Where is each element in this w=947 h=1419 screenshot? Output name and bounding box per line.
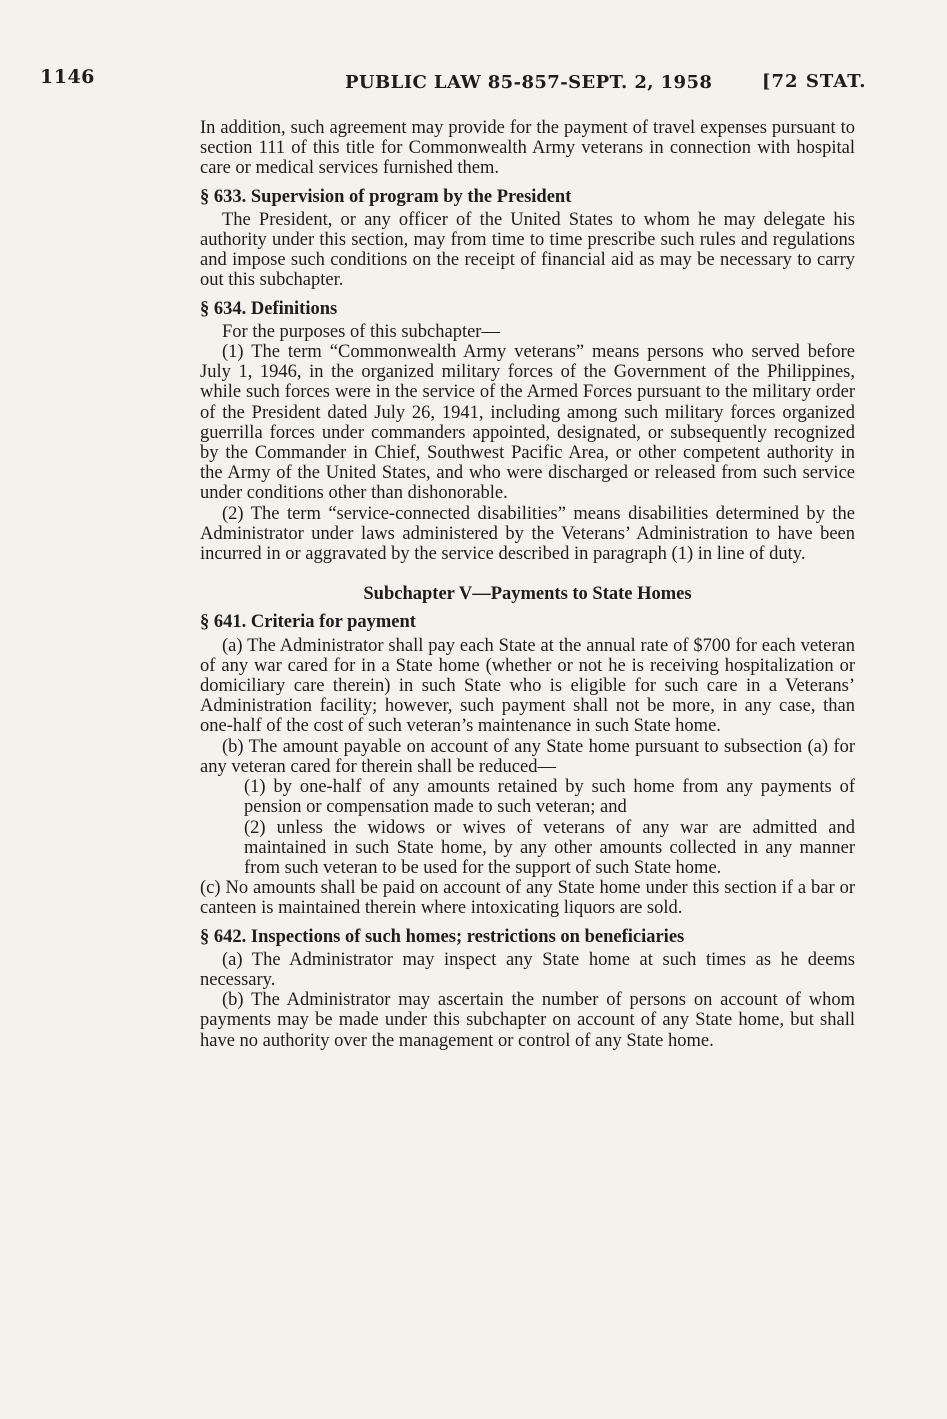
volume-reference: [72 STAT. — [762, 71, 867, 92]
section-641-b-1: (1) by one-half of any amounts retained by such home from any payments of pension or compensation made to such veteran; and — [244, 777, 855, 818]
section-634-lead: For the purposes of this subchapter— — [222, 321, 500, 342]
intro-paragraph: In addition, such agreement may provide for the payment of travel expenses pursuant to section 111 of this title for Commonwealth Army veterans in connection with hospital care or medical services furnished them. — [200, 118, 855, 179]
section-641-b: (b) The amount payable on account of any State home pursuant to subsection (a) for any veteran cared for therein shall be reduced— — [200, 736, 855, 777]
section-634-paragraph-1: (1) The term “Commonwealth Army veterans” means persons who served before July 1, 1946, in the organized military forces of the Government of the Philippines, while such forces were in the service of the Armed Forces pursuant to the military order of the President dated July 26, 1941, including among such military forces organized guerrilla forces under commanders appointed, designated, or subsequently recognized by the Commander in Chief, Southwest Pacific Area, or other competent authority in the Army of the United States, and who were discharged or released from such service under conditions other than dishonorable. — [200, 342, 855, 504]
section-641-b-2: (2) unless the widows or wives of veterans of any war are admitted and maintained in such State home, by any other amounts collected in any manner from such veteran to be used for the support of such State home. — [244, 817, 855, 878]
section-642-a: (a) The Administrator may inspect any State home at such times as he deems necessary. — [200, 949, 855, 990]
section-641-a: (a) The Administrator shall pay each State at the annual rate of $700 for each veteran of any war cared for in a State home (whether or not he is receiving hospitalization or domiciliary care therein) in such State who is eligible for such care in a Veterans’ Administration facility; however, such payment shall not be more, in any case, than one-half of the cost of such veteran’s maintenance in such State home. — [200, 635, 855, 737]
section-heading-633: § 633. Supervision of program by the President — [200, 186, 572, 207]
section-642-b: (b) The Administrator may ascertain the number of persons on account of whom payments may be made under this subchapter on account of any State home, but shall have no authority over the management or control of any State home. — [200, 990, 855, 1051]
section-634-paragraph-2: (2) The term “service-connected disabilities” means disabilities determined by the Administrator under laws administered by the Veterans’ Administration to have been incurred in or aggravated by the service described in paragraph (1) in line of duty. — [200, 503, 855, 565]
section-heading-634: § 634. Definitions — [200, 298, 338, 319]
section-heading-642: § 642. Inspections of such homes; restrictions on beneficiaries — [200, 926, 685, 947]
section-633-paragraph: The President, or any officer of the United States to whom he may delegate his authority under this section, may from time to time prescribe such rules and regulations and impose such conditions on the receipt of financial aid as may be necessary to carry out this subchapter. — [200, 209, 855, 291]
running-head: PUBLIC LAW 85-857-SEPT. 2, 1958 — [345, 72, 713, 93]
subchapter-heading: Subchapter V—Payments to State Homes — [363, 584, 692, 605]
section-heading-641: § 641. Criteria for payment — [200, 612, 416, 633]
page-number: 1146 — [40, 66, 95, 88]
section-641-c: (c) No amounts shall be paid on account of any State home under this section if a bar or canteen is maintained therein where intoxicating liquors are sold. — [200, 878, 855, 919]
body-text — [200, 118, 855, 1051]
